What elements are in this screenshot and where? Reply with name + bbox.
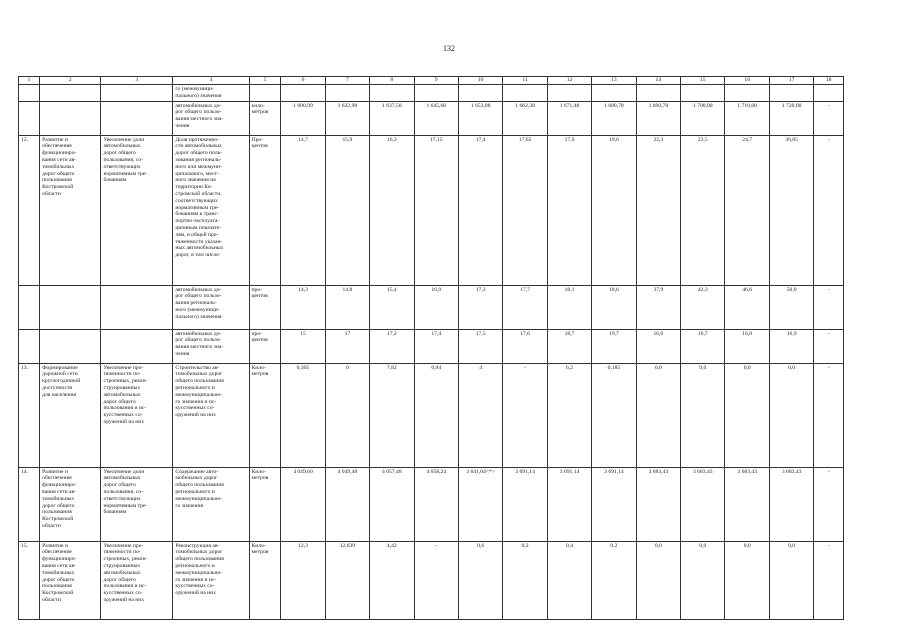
- cell-values: [592, 85, 636, 102]
- cell-values: 1 622,98: [325, 101, 369, 135]
- table-body: [19, 77, 844, 620]
- cell-indicator: автомобильных до- рог общего пользо- вания местного зна- чения: [173, 329, 249, 363]
- cell-last: -: [814, 135, 844, 285]
- cell-values: 4 049,60: [281, 467, 325, 541]
- cell-values: 1 600,99: [281, 101, 325, 135]
- cell-num: 12.: [19, 135, 40, 285]
- cell-values: 17,3: [458, 285, 502, 329]
- page-number: 132: [443, 44, 455, 53]
- cell-num: 15.: [19, 541, 40, 619]
- cell-values: [503, 85, 547, 102]
- cell-num: [19, 85, 40, 102]
- cell-values: [325, 85, 369, 102]
- cell-unit: про- центов: [249, 329, 281, 363]
- table-row: [19, 101, 844, 135]
- cell-values: 46,6: [725, 285, 769, 329]
- column-number-cell: 8: [370, 77, 414, 85]
- cell-last: -: [814, 285, 844, 329]
- table-row: [19, 329, 844, 363]
- cell-name: Развитие и обеспечение функциониро- вания сети ав- томобильных дорог общего пользования Костромской области: [40, 135, 101, 285]
- cell-values: 16,3: [370, 135, 414, 285]
- cell-values: 0,305: [281, 363, 325, 467]
- column-number-cell: 15: [681, 77, 725, 85]
- indicators-table: [18, 76, 844, 620]
- cell-values: 18,7: [547, 329, 591, 363]
- cell-values: [547, 85, 591, 102]
- cell-indicator: Доля протяженно- сти автомобильных дорог общего поль- зования региональ- ного или межмуни- ципального, мест- ного значения на территории Ко- стромской области, соответствующих нормативным тре- бованиям к транс- портно-эксплуата- ционным показате- лям, в общей про- тяженности указан- ных автомобильных дорог, в том числе:: [173, 135, 249, 285]
- cell-values: 50,0: [769, 285, 813, 329]
- cell-name: [40, 101, 101, 135]
- cell-values: 3 691,14: [503, 467, 547, 541]
- column-number-cell: 3: [101, 77, 173, 85]
- cell-measure: [101, 285, 173, 329]
- column-number-cell: 10: [458, 77, 502, 85]
- cell-values: 16,7: [681, 329, 725, 363]
- column-number-row: [19, 77, 844, 85]
- cell-unit: про- центов: [249, 285, 281, 329]
- cell-unit: кило- метров: [249, 101, 281, 135]
- cell-values: 1 662,38: [503, 101, 547, 135]
- cell-values: 12,639: [325, 541, 369, 619]
- cell-num: 14.: [19, 467, 40, 541]
- cell-values: 3 683,43: [769, 467, 813, 541]
- table-row: [19, 85, 844, 102]
- cell-values: 3 683,43: [725, 467, 769, 541]
- cell-values: -: [503, 363, 547, 467]
- cell-values: 17,65: [503, 135, 547, 285]
- cell-values: [725, 85, 769, 102]
- column-number-cell: 2: [40, 77, 101, 85]
- cell-values: 15,4: [370, 285, 414, 329]
- cell-values: 17,5: [458, 329, 502, 363]
- column-number-cell: 6: [281, 77, 325, 85]
- column-number-cell: 18: [814, 77, 844, 85]
- cell-values: 14,8: [325, 285, 369, 329]
- cell-values: 3 641,04<*>: [458, 467, 502, 541]
- cell-values: 24,7: [725, 135, 769, 285]
- cell-values: 0,185: [592, 363, 636, 467]
- cell-last: -: [814, 467, 844, 541]
- cell-values: 17,7: [503, 285, 547, 329]
- column-number-cell: 14: [636, 77, 680, 85]
- table-row: [19, 541, 844, 619]
- cell-measure: [101, 85, 173, 102]
- cell-measure: Увеличение про- тяженности по- строенных, рекон- струированных автомобильных дорог общего пользования и ис- кусственных со- оружений на них: [101, 363, 173, 467]
- cell-values: [769, 85, 813, 102]
- cell-values: 1 720,00: [769, 101, 813, 135]
- cell-values: 0,0: [769, 363, 813, 467]
- column-number-cell: 9: [414, 77, 458, 85]
- column-number-cell: 13: [592, 77, 636, 85]
- column-number-cell: 16: [725, 77, 769, 85]
- cell-values: 1 710,00: [725, 101, 769, 135]
- cell-values: 36,85: [769, 135, 813, 285]
- cell-measure: [101, 329, 173, 363]
- column-number-cell: 11: [503, 77, 547, 85]
- cell-values: 0,2: [503, 541, 547, 619]
- cell-values: 37,9: [636, 285, 680, 329]
- cell-values: 1 671,48: [547, 101, 591, 135]
- cell-last: [814, 85, 844, 102]
- cell-num: [19, 329, 40, 363]
- cell-last: -: [814, 541, 844, 619]
- cell-values: 3 691,14: [547, 467, 591, 541]
- cell-values: 0,0: [769, 541, 813, 619]
- cell-values: 17,4: [414, 329, 458, 363]
- column-number-cell: 12: [547, 77, 591, 85]
- cell-values: 42,3: [681, 285, 725, 329]
- cell-values: 19,7: [592, 329, 636, 363]
- cell-num: [19, 285, 40, 329]
- cell-values: 18,1: [547, 285, 591, 329]
- column-number-cell: 1: [19, 77, 40, 85]
- cell-values: 4,42: [370, 541, 414, 619]
- cell-values: 17,9: [547, 135, 591, 285]
- cell-unit: Кило- метров: [249, 363, 281, 467]
- cell-values: 1 653,88: [458, 101, 502, 135]
- cell-values: 9,0: [681, 363, 725, 467]
- column-number-cell: 5: [249, 77, 281, 85]
- cell-indicator: автомобильных до- рог общего пользо- вания региональ- ного (межмуници- пального) значения: [173, 285, 249, 329]
- cell-values: 15,9: [325, 135, 369, 285]
- cell-values: 12,3: [281, 541, 325, 619]
- cell-values: [681, 85, 725, 102]
- table-row: [19, 135, 844, 285]
- cell-measure: Увеличение про- тяженности по- строенных, рекон- струированных автомобильных дорог общего пользования и ис- кусственных со- оружений на них: [101, 541, 173, 619]
- cell-values: 16,9: [414, 285, 458, 329]
- cell-values: 0,0: [681, 541, 725, 619]
- cell-values: [636, 85, 680, 102]
- cell-values: -: [414, 541, 458, 619]
- cell-measure: Увеличение доли автомобильных дорог общего пользования, со- ответствующих нормативным тре- бованиям: [101, 467, 173, 541]
- cell-values: 18,6: [592, 285, 636, 329]
- cell-values: 19,6: [592, 135, 636, 285]
- cell-values: 1 645,68: [414, 101, 458, 135]
- cell-values: 22,3: [636, 135, 680, 285]
- cell-values: 1 637,58: [370, 101, 414, 135]
- cell-last: -: [814, 329, 844, 363]
- cell-name: Формирование дорожной сети круглогодичной доступности для населения: [40, 363, 101, 467]
- cell-values: 16,6: [636, 329, 680, 363]
- cell-values: 1 700,00: [681, 101, 725, 135]
- cell-values: [281, 85, 325, 102]
- cell-values: 4 049,48: [325, 467, 369, 541]
- cell-values: 0,0: [725, 541, 769, 619]
- cell-values: 17,15: [414, 135, 458, 285]
- cell-values: 4 058,24: [414, 467, 458, 541]
- cell-values: 3 683,43: [636, 467, 680, 541]
- cell-measure: [101, 101, 173, 135]
- cell-values: [414, 85, 458, 102]
- cell-values: 14,3: [281, 285, 325, 329]
- cell-values: [370, 85, 414, 102]
- cell-name: Развитие и обеспечение функциониро- вания сети ав- томобильных дорог общего пользования Костромской области: [40, 541, 101, 619]
- cell-unit: Кило- метров: [249, 467, 281, 541]
- cell-values: 17: [325, 329, 369, 363]
- cell-values: 17,2: [370, 329, 414, 363]
- cell-num: [19, 101, 40, 135]
- cell-values: 17,4: [458, 135, 502, 285]
- cell-name: Развитие и обеспечение функциониро- вания сети ав- томобильных дорог общего пользования Костромской области: [40, 467, 101, 541]
- cell-values: 23,5: [681, 135, 725, 285]
- cell-values: 6,2: [547, 363, 591, 467]
- table-row: [19, 467, 844, 541]
- cell-values: 4 057,48: [370, 467, 414, 541]
- column-number-cell: 17: [769, 77, 813, 85]
- cell-values: 0: [325, 363, 369, 467]
- cell-name: [40, 285, 101, 329]
- column-number-cell: 4: [173, 77, 249, 85]
- cell-unit: Кило- метров: [249, 541, 281, 619]
- cell-unit: [249, 85, 281, 102]
- cell-values: 3 683,43: [681, 467, 725, 541]
- column-number-cell: 7: [325, 77, 369, 85]
- table-row: [19, 285, 844, 329]
- cell-values: 0,6: [458, 541, 502, 619]
- cell-values: 15: [281, 329, 325, 363]
- cell-name: [40, 85, 101, 102]
- cell-name: [40, 329, 101, 363]
- cell-num: 13.: [19, 363, 40, 467]
- cell-indicator: автомобильных до- рог общего пользо- вания местного зна- чения: [173, 101, 249, 135]
- cell-values: 16,9: [769, 329, 813, 363]
- cell-values: 4: [458, 363, 502, 467]
- cell-values: [458, 85, 502, 102]
- cell-values: 0,0: [636, 363, 680, 467]
- cell-unit: Про- центов: [249, 135, 281, 285]
- cell-values: 0,0: [725, 363, 769, 467]
- cell-values: 14,7: [281, 135, 325, 285]
- cell-indicator: Содержание авто- мобильных дорог общего пользования регионального и межмуниципально- го значения: [173, 467, 249, 541]
- cell-indicator: го (межмуници- пального) значения: [173, 85, 249, 102]
- cell-values: 0,4: [547, 541, 591, 619]
- cell-values: 0,0: [636, 541, 680, 619]
- cell-values: 1 680,78: [592, 101, 636, 135]
- cell-values: 7,82: [370, 363, 414, 467]
- cell-indicator: Строительство ав- томобильных дорог общего пользования регионального и межмуниципально- го значения и ис- кусственных со- оружений на них: [173, 363, 249, 467]
- cell-values: 3 691,14: [592, 467, 636, 541]
- cell-last: -: [814, 363, 844, 467]
- cell-values: 0,94: [414, 363, 458, 467]
- cell-values: 16,8: [725, 329, 769, 363]
- cell-values: 0,2: [592, 541, 636, 619]
- cell-measure: Увеличение доли автомобильных дорог общего пользования, со- ответствующих нормативным тре- бованиям: [101, 135, 173, 285]
- table-row: [19, 363, 844, 467]
- cell-values: 1 690,78: [636, 101, 680, 135]
- cell-values: 17,6: [503, 329, 547, 363]
- cell-indicator: Реконструкция ав- томобильных дорог общего пользования регионального и межмуниципально- го значения и ис- кусственных со- оружений на них: [173, 541, 249, 619]
- cell-last: -: [814, 101, 844, 135]
